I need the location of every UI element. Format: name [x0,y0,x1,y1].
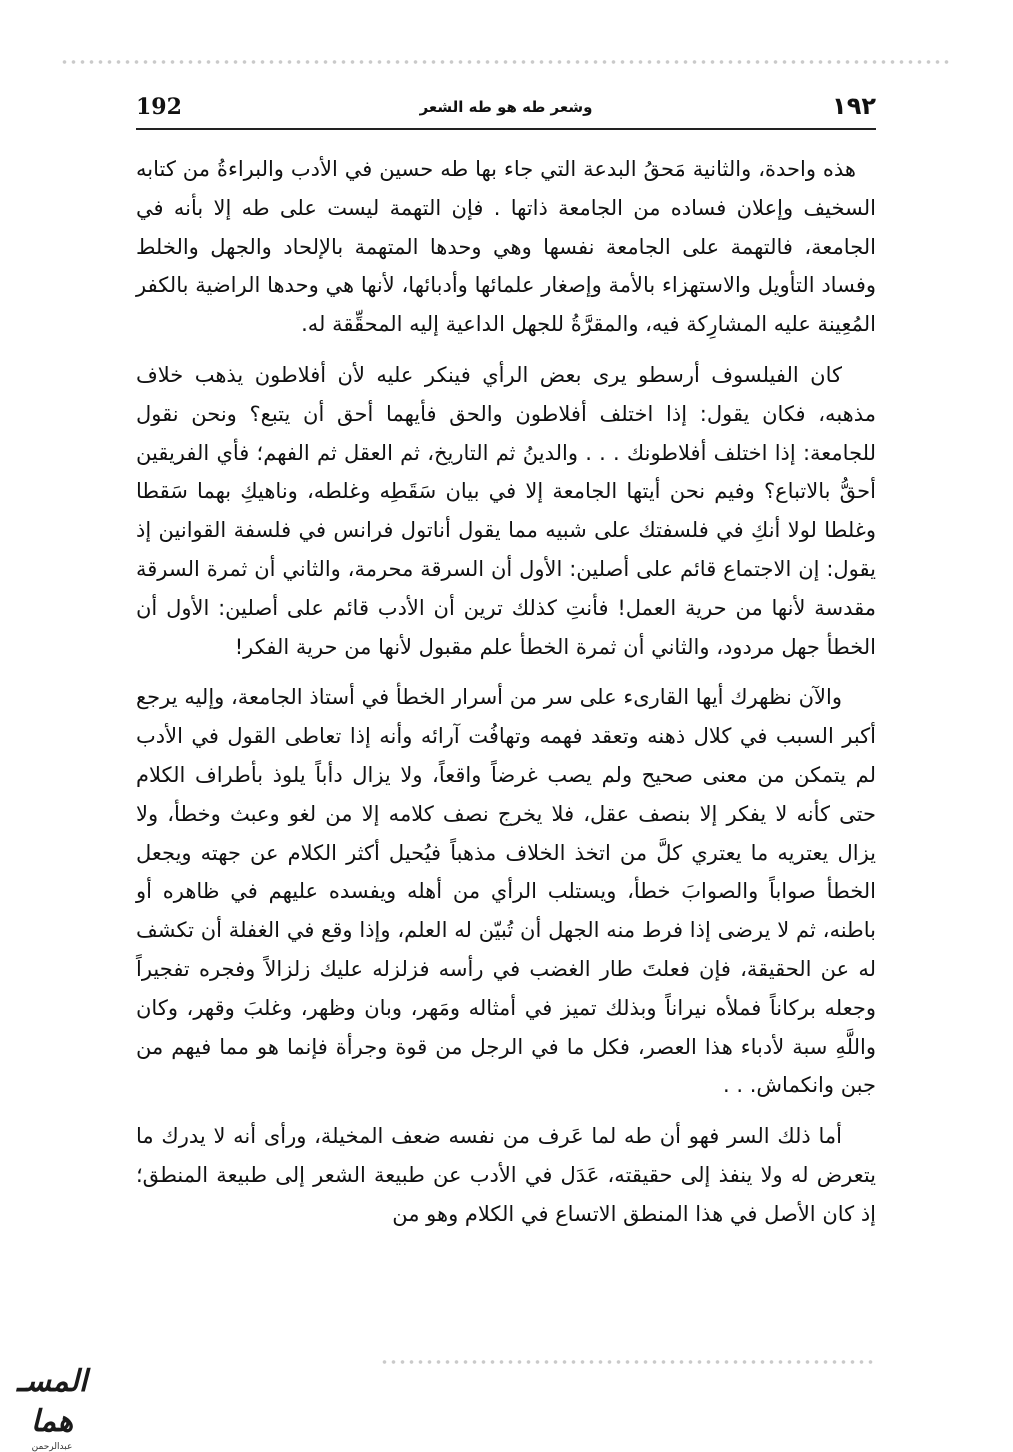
page-number-arabic: ١٩٢ [832,92,876,120]
top-ornament [60,57,953,67]
running-title: وشعر طه هو طه الشعر [419,98,593,116]
paragraph-4: أما ذلك السر فهو أن طه لما عَرف من نفسه ضعف المخيلة، ورأى أنه لا يدرك ما يتعرض له ولا ينفذ إلى حقيقته، عَدَل في الأدب عن طبيعة الشعر إلى طبيعة المنطق؛ إذ كان الأصل في هذا المنطق الاتساع في الكلام وهو من [136,1124,876,1226]
page-header [136,92,876,130]
watermark-main-text: المسـ هما [16,1364,88,1439]
page-number-latin: 192 [136,94,182,120]
body-text [136,150,876,1246]
paragraph-2: كان الفيلسوف أرسطو يرى بعض الرأي فينكر عليه لأن أفلاطون يذهب خلاف مذهبه، فكان يقول: إذا اختلف أفلاطون والحق فأيهما أحق أن يتبع؟ ونحن نقول للجامعة: إذا اختلف أفلاطونك . . . والدينُ ثم التاريخ، ثم العقل ثم الفهم؛ فأي الفريقين أحقُّ بالاتباع؟ وفيم نحن أيتها الجامعة إلا في بيان سَقَطِه وغلطه، وناهيكِ بهما سَقطا وغلطا لولا أنكِ في فلسفتك على شبيه مما يقول أناتول فرانس في فلسفة القوانين إذ يقول: إن الاجتماع قائم على أصلين: الأول أن السرقة محرمة، والثاني أن ثمرة السرقة مقدسة لأنها من حرية العمل! فأنتِ كذلك ترين أن الأدب قائم على أصلين: الأول أن الخطأ جهل مردود، والثاني أن ثمرة الخطأ علم مقبول لأنها من حرية الفكر! [136,362,876,659]
paragraph-1: هذه واحدة، والثانية مَحقُ البدعة التي جاء بها طه حسين في الأدب والبراءةُ من كتابه السخيف وإعلان فساده من الجامعة ذاتها . فإن التهمة ليست على طه إلا بأنه في الجامعة، فالتهمة على الجامعة نفسها وهي وحدها المتهمة بالإلحاد والجهل والخلط وفساد التأويل والاستهزاء بالأمة وإصغار علمائها وأدبائها، لأنها هي وحدها الراضية بالكفر المُعِينة عليه المشارِكة فيه، والمقرَّةُ للجهل الداعية إليه المحقِّقة له. [136,157,876,337]
watermark-logo [4,1362,100,1452]
watermark-sub-text: عبدالرحمن [31,1442,73,1452]
bottom-ornament [380,1357,873,1367]
paragraph-3: والآن نظهرك أيها القارىء على سر من أسرار الخطأ في أستاذ الجامعة، وإليه يرجع أكبر السبب في كلال ذهنه وتعقد فهمه وتهافُت آرائه وأنه إذا تعاطى القول في الأدب لم يتمكن من معنى صحيح ولم يصب غرضاً واقعاً، ولا يزال دأباً يلوذ بأطراف الكلام حتى كأنه لا يفكر إلا بنصف عقل، فلا يخرج نصف كلامه إلا من لغو وعبث وخطأ، ولا يزال يعتريه ما يعتري كلَّ من اتخذ الخلاف مذهباً فيُحيل أكثر الكلام عن جهته ويجعل الخطأ صواباً والصوابَ خطأ، ويستلب الرأي من أهله ويفسده عليهم في ظاهره أو باطنه، ثم لا يرضى إذا فرط منه الجهل أن تُبيّن له العلم، وإذا وقع في الغفلة أن تكشف له عن الحقيقة، فإن فعلتَ طار الغضب في رأسه فزلزله عليك زلزالاً وفجره تفجيراً وجعله بركاناً فملأه نيراناً وبذلك تميز في أمثاله ومَهر، وبان وظهر، وغلبَ وقهر، وكان واللَّهِ سبة لأدباء هذا العصر، فكل ما في الرجل من قوة وجرأة فإنما هو مما فيهم من جبن وانكماش. . . [136,685,876,1098]
